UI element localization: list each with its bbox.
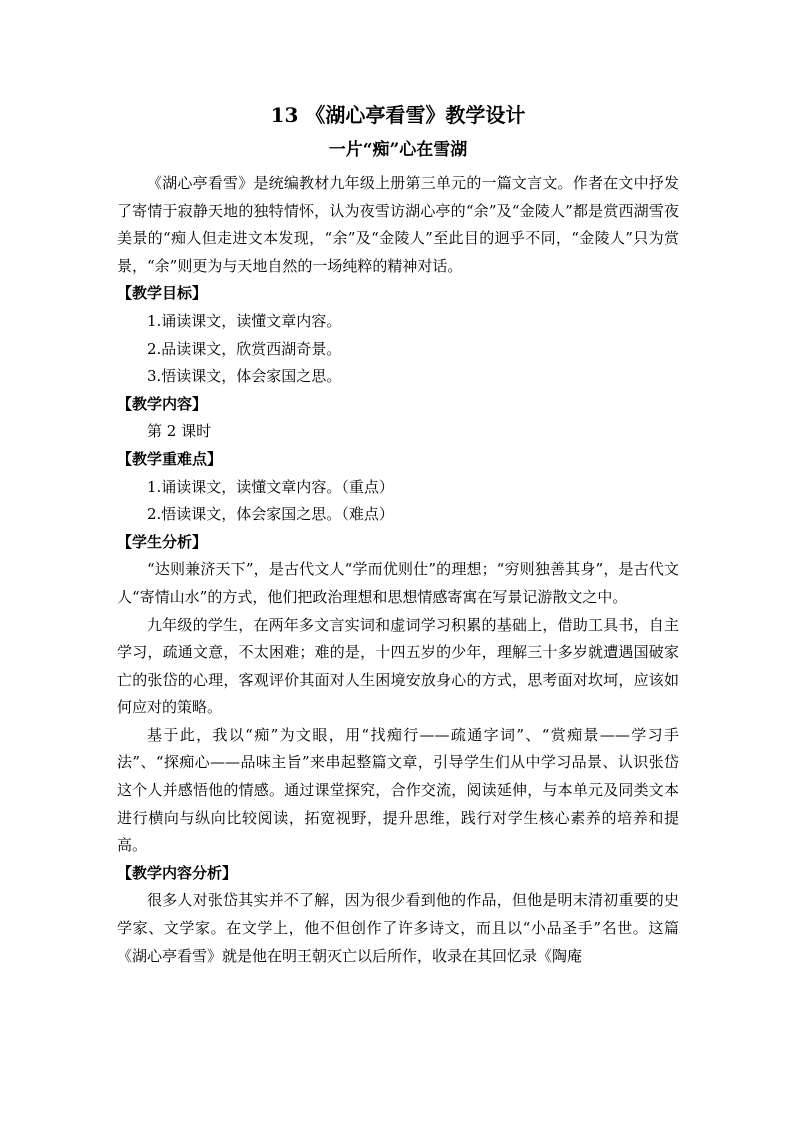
goal-item: 3.悟读课文，体会家国之思。 [147, 367, 342, 386]
goal-item: 1.诵读课文，读懂文章内容。 [147, 311, 342, 330]
section-heading-students: 【学生分析】 [117, 532, 208, 551]
students-paragraph: 九年级的学生，在两年多文言实词和虚词学习积累的基础上，借助工具书，自主学习，疏通文意，不太困难；难的是，十四五岁的少年，理解三十多岁就遭遇国破家亡的张岱的心理，客观评价其面对人生困境安放身心的方式，思考面对坎坷，应该如何应对的策略。 [117, 615, 679, 717]
students-paragraph: “达则兼济天下”，是古代文人“学而优则仕”的理想；“穷则独善其身”，是古代文人“寄情山水”的方式，他们把政治理想和思想情感寄寓在写景记游散文之中。 [117, 560, 679, 606]
section-heading-content: 【教学内容】 [117, 394, 208, 413]
intro-paragraph: 《湖心亭看雪》是统编教材九年级上册第三单元的一篇文言文。作者在文中抒发了寄情于寂静天地的独特情怀，认为夜雪访湖心亭的“余”及“金陵人”都是赏西湖雪夜美景的“痴人但走进文本发现，“余”及“金陵人”至此目的迥乎不同，“金陵人”只为赏景，“余”则更为与天地自然的一场纯粹的精神对话。 [117, 174, 679, 275]
document-title: 13 《湖心亭看雪》教学设计 [270, 103, 526, 127]
content-item: 第 2 课时 [147, 422, 212, 441]
students-paragraph: 基于此，我以“痴”为文眼，用“找痴行——疏通字词”、“赏痴景——学习手法”、“探痴心——品味主旨”来串起整篇文章，引导学生们从中学习品景、认识张岱这个人并感悟他的情感。通过课堂探究，合作交流，阅读延伸，与本单元及同类文本进行横向与纵向比较阅读，拓宽视野，提升思维，践行对学生核心素养的培养和提高。 [117, 725, 679, 855]
goal-item: 2.品读课文，欣赏西湖奇景。 [147, 339, 342, 358]
section-heading-key-points: 【教学重难点】 [117, 449, 223, 468]
section-heading-goals: 【教学目标】 [117, 284, 208, 303]
analysis-paragraph: 很多人对张岱其实并不了解，因为很少看到他的作品，但他是明末清初重要的史学家、文学家。在文学上，他不但创作了许多诗文，而且以“小品圣手”名世。这篇《湖心亭看雪》就是他在明王朝灭亡以后所作，收录在其回忆录《陶庵 [117, 891, 679, 965]
key-point-item: 1.诵读课文，读懂文章内容。（重点） [147, 477, 394, 496]
key-point-item: 2.悟读课文，体会家国之思。（难点） [147, 505, 394, 524]
document-page [117, 100, 679, 970]
section-heading-analysis: 【教学内容分析】 [117, 863, 238, 882]
document-subtitle: 一片“痴”心在雪湖 [328, 140, 468, 160]
